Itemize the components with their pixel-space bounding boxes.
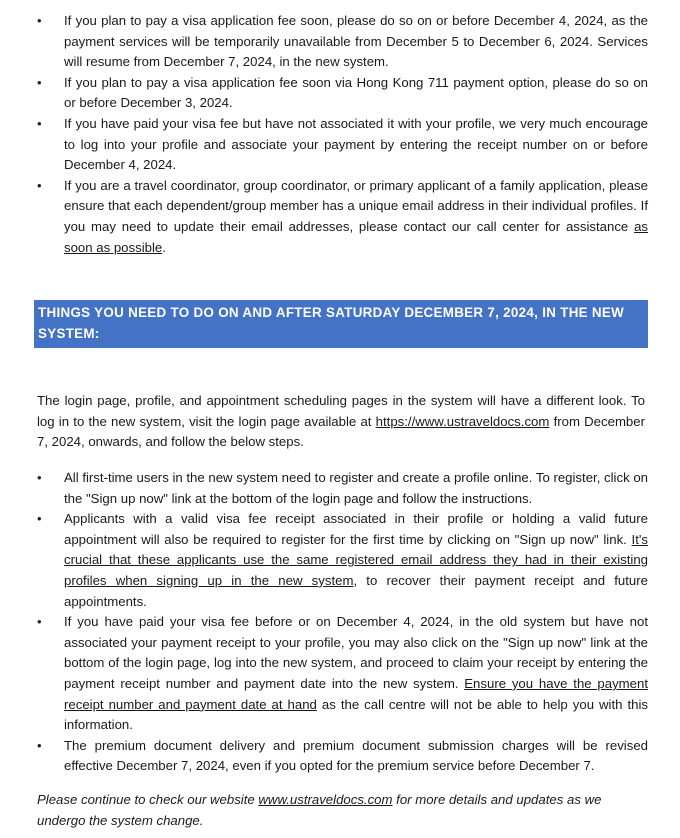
intro-text: The login page, profile, and appointment scheduling pages in the system will have a different look. To log in to the new system, visit the login page available at <box>37 393 645 429</box>
list-item-text: Applicants with a valid visa fee receipt associated in their profile or holding a valid future appointment will also be required to register for the first time by clicking on "Sign up now" link. <box>64 511 648 547</box>
bullet-icon: • <box>37 115 42 131</box>
list-item-text-end: . <box>162 239 166 255</box>
bullet-icon: • <box>37 74 42 90</box>
list-item-text: If you have paid your visa fee before or on December 4, 2024, in the old system but have not associated your payment receipt to your profile, you may also click on the "Sign up now" link at the bottom of the login page, log into the new system, and proceed to claim your receipt by entering the payment receipt number and payment date into the new system. <box>64 614 648 691</box>
bullet-icon: • <box>37 470 42 485</box>
emphasis-underline: It's crucial that these applicants use the same registered email address they had in their existing profiles when signing up in the new system <box>64 531 648 588</box>
list-item-text: If you have paid your visa fee but have not associated it with your profile, we very much encourage to log into your profile and associate your payment by entering the receipt number on or before December 4, 2024. <box>64 115 648 173</box>
closing-text: Please continue to check our website <box>37 792 259 807</box>
list-item <box>0 11 680 73</box>
ustraveldocs-link[interactable]: https://www.ustraveldocs.com <box>375 413 550 429</box>
list-item <box>0 612 680 736</box>
intro-text-end: from December 7, 2024, onwards, and follow the below steps. <box>37 413 645 450</box>
list-item <box>0 73 680 114</box>
list-item <box>0 114 680 176</box>
list-item-text: If you are a travel coordinator, group coordinator, or primary applicant of a family application, please ensure that each dependent/group member has a unique email address in their individual profiles. If you may need to update their email addresses, please contact our call center for assistance <box>64 177 648 234</box>
closing-text-end: for more details and updates as we undergo the system change. <box>37 792 602 828</box>
bullet-icon: • <box>37 737 42 753</box>
list-item <box>0 176 680 258</box>
intro-paragraph <box>37 391 645 453</box>
list-item-text: If you plan to pay a visa application fee soon via Hong Kong 711 payment option, please do so on or before December 3, 2024. <box>64 74 648 111</box>
list-item-text-end: , to recover their payment receipt and future appointments. <box>64 572 648 609</box>
bullet-icon: • <box>37 614 42 630</box>
website-link[interactable]: www.ustraveldocs.com <box>258 792 393 807</box>
bullet-icon: • <box>37 13 42 28</box>
list-item-text-end: as the call centre will not be able to help you with this information. <box>64 696 648 733</box>
new-system-steps-list <box>0 468 680 777</box>
emphasis-underline: Ensure you have the payment receipt number and payment date at hand <box>64 675 648 712</box>
list-item <box>0 468 680 509</box>
pre-change-instructions-list <box>0 11 680 258</box>
list-item-text: All first-time users in the new system need to register and create a profile online. To register, click on the "Sign up now" link at the bottom of the login page and follow the instructions. <box>64 470 648 506</box>
bullet-icon: • <box>37 177 42 193</box>
emphasis-underline: as soon as possible <box>64 218 648 255</box>
list-item <box>0 736 680 777</box>
list-item-text: If you plan to pay a visa application fee soon, please do so on or before December 4, 2024, as the payment services will be temporarily unavailable from December 5 to December 6, 2024. Services will resume from December 7, 2024, in the new system. <box>64 13 648 70</box>
closing-note <box>37 790 647 831</box>
list-item <box>0 509 680 612</box>
list-item-text: The premium document delivery and premium document submission charges will be revised effective December 7, 2024, even if you opted for the premium service before December 7. <box>64 737 648 774</box>
bullet-icon: • <box>37 511 42 527</box>
section-heading: THINGS YOU NEED TO DO ON AND AFTER SATURDAY DECEMBER 7, 2024, IN THE NEW SYSTEM: <box>34 300 648 348</box>
